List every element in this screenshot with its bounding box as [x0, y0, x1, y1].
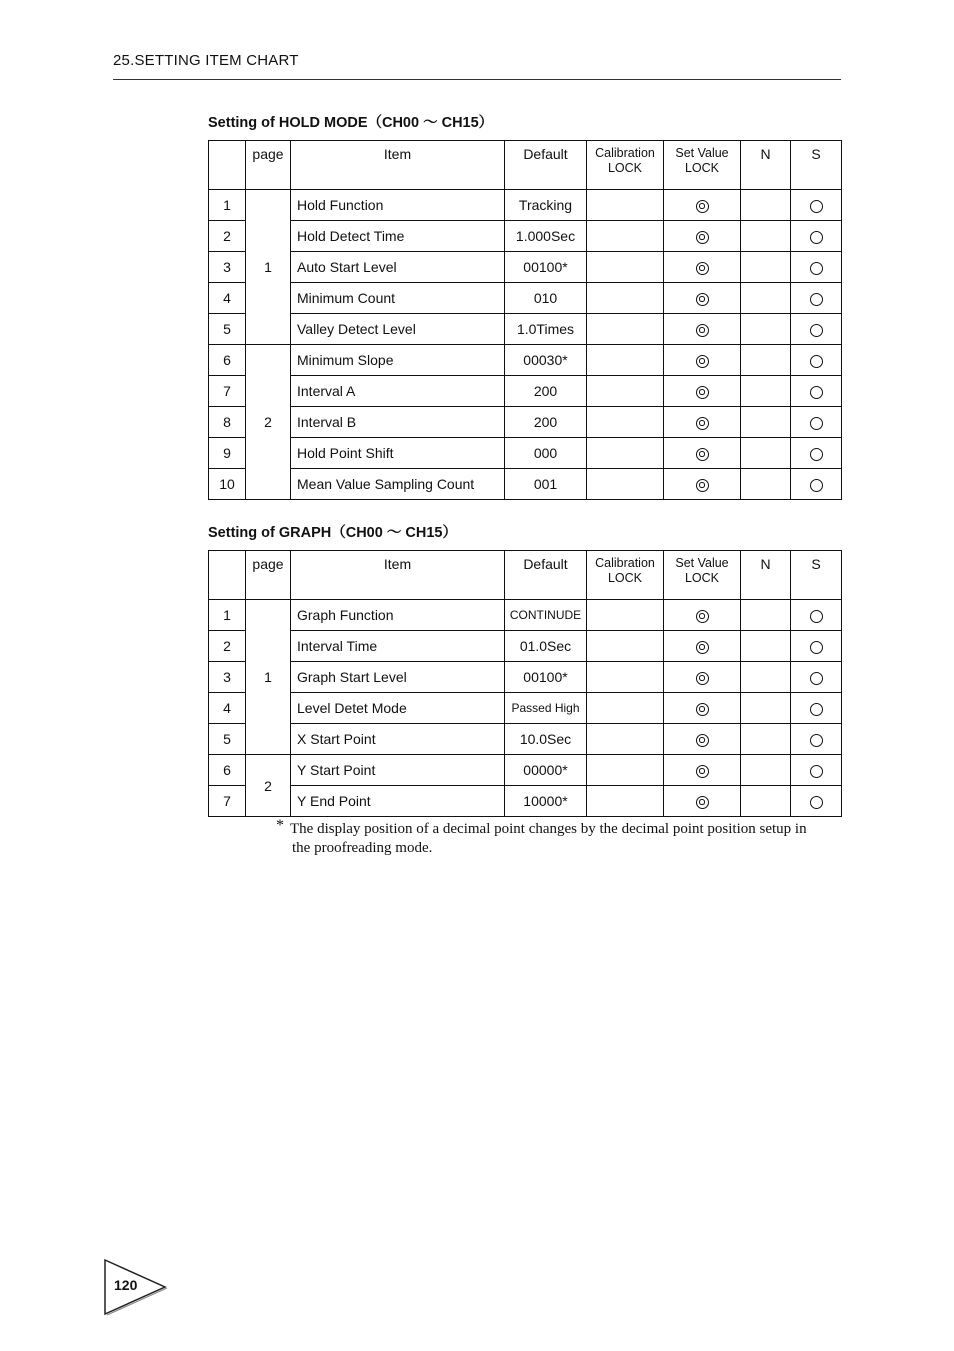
item-cell: Hold Function [291, 190, 505, 221]
default-cell: 200 [505, 376, 587, 407]
page-cell: 1 [246, 600, 291, 755]
table-row [209, 755, 842, 786]
set-value-lock-cell [664, 376, 741, 407]
default-cell: Tracking [505, 190, 587, 221]
item-cell: Interval A [291, 376, 505, 407]
set-value-lock-cell [664, 662, 741, 693]
header-page: page [246, 551, 291, 600]
s-cell [791, 724, 842, 755]
header-page: page [246, 141, 291, 190]
table-header-row [209, 551, 842, 600]
n-cell [741, 314, 791, 345]
circle-icon [810, 610, 823, 623]
calibration-lock-cell [587, 631, 664, 662]
default-cell: 200 [505, 407, 587, 438]
double-circle-icon [696, 734, 709, 747]
circle-icon [810, 796, 823, 809]
item-cell: Graph Function [291, 600, 505, 631]
n-cell [741, 662, 791, 693]
row-number: 9 [209, 438, 246, 469]
double-circle-icon [696, 293, 709, 306]
row-number: 4 [209, 693, 246, 724]
n-cell [741, 724, 791, 755]
table-row [209, 221, 842, 252]
calibration-lock-cell [587, 438, 664, 469]
calibration-lock-cell [587, 252, 664, 283]
header-n: N [741, 551, 791, 600]
row-number: 7 [209, 376, 246, 407]
page-number-badge [104, 1259, 168, 1317]
set-value-lock-cell [664, 631, 741, 662]
circle-icon [810, 386, 823, 399]
default-cell: Passed High [505, 693, 587, 724]
row-number: 3 [209, 252, 246, 283]
s-cell [791, 221, 842, 252]
n-cell [741, 345, 791, 376]
item-cell: X Start Point [291, 724, 505, 755]
row-number: 1 [209, 190, 246, 221]
header-title: 25.SETTING ITEM CHART [113, 52, 299, 69]
item-cell: Minimum Count [291, 283, 505, 314]
set-value-lock-cell [664, 786, 741, 817]
set-value-lock-cell [664, 345, 741, 376]
n-cell [741, 221, 791, 252]
default-cell: 00000* [505, 755, 587, 786]
row-number: 5 [209, 314, 246, 345]
row-number: 6 [209, 345, 246, 376]
n-cell [741, 283, 791, 314]
circle-icon [810, 641, 823, 654]
header-set-value-lock: Set Value LOCK [664, 551, 741, 600]
item-cell: Auto Start Level [291, 252, 505, 283]
table-row [209, 190, 842, 221]
set-value-lock-cell [664, 600, 741, 631]
s-cell [791, 190, 842, 221]
row-number: 1 [209, 600, 246, 631]
n-cell [741, 438, 791, 469]
default-cell: 10.0Sec [505, 724, 587, 755]
double-circle-icon [696, 417, 709, 430]
calibration-lock-cell [587, 786, 664, 817]
default-cell: 010 [505, 283, 587, 314]
table-row [209, 345, 842, 376]
table-row [209, 724, 842, 755]
table-row [209, 600, 842, 631]
default-cell: 00100* [505, 252, 587, 283]
default-cell: 1.000Sec [505, 221, 587, 252]
header-item: Item [291, 141, 505, 190]
calibration-lock-cell [587, 693, 664, 724]
circle-icon [810, 231, 823, 244]
table-row [209, 469, 842, 500]
s-cell [791, 693, 842, 724]
calibration-lock-cell [587, 314, 664, 345]
set-value-lock-cell [664, 252, 741, 283]
table-row [209, 631, 842, 662]
n-cell [741, 631, 791, 662]
item-cell: Mean Value Sampling Count [291, 469, 505, 500]
item-cell: Level Detet Mode [291, 693, 505, 724]
item-cell: Minimum Slope [291, 345, 505, 376]
item-cell: Y End Point [291, 786, 505, 817]
n-cell [741, 252, 791, 283]
s-cell [791, 407, 842, 438]
n-cell [741, 376, 791, 407]
table-row [209, 693, 842, 724]
page-cell: 1 [246, 190, 291, 345]
s-cell [791, 283, 842, 314]
set-value-lock-cell [664, 693, 741, 724]
n-cell [741, 600, 791, 631]
circle-icon [810, 324, 823, 337]
item-cell: Hold Point Shift [291, 438, 505, 469]
row-number: 7 [209, 786, 246, 817]
set-value-lock-cell [664, 438, 741, 469]
s-cell [791, 376, 842, 407]
circle-icon [810, 293, 823, 306]
table-row [209, 407, 842, 438]
row-number: 4 [209, 283, 246, 314]
header-no-cell [209, 141, 246, 190]
circle-icon [810, 200, 823, 213]
footnote-text [290, 820, 842, 858]
calibration-lock-cell [587, 190, 664, 221]
circle-icon [810, 448, 823, 461]
item-cell: Interval B [291, 407, 505, 438]
header-s: S [791, 551, 842, 600]
page-cell: 2 [246, 755, 291, 817]
n-cell [741, 755, 791, 786]
row-number: 8 [209, 407, 246, 438]
default-cell: 000 [505, 438, 587, 469]
set-value-lock-cell [664, 755, 741, 786]
graph-title: Setting of GRAPH（CH00 ～ CH15） [208, 525, 457, 541]
header-s: S [791, 141, 842, 190]
set-value-lock-cell [664, 407, 741, 438]
table-row [209, 786, 842, 817]
calibration-lock-cell [587, 600, 664, 631]
default-cell: 00030* [505, 345, 587, 376]
set-value-lock-cell [664, 190, 741, 221]
double-circle-icon [696, 355, 709, 368]
n-cell [741, 786, 791, 817]
row-number: 2 [209, 221, 246, 252]
calibration-lock-cell [587, 724, 664, 755]
item-cell: Interval Time [291, 631, 505, 662]
set-value-lock-cell [664, 283, 741, 314]
set-value-lock-cell [664, 724, 741, 755]
double-circle-icon [696, 231, 709, 244]
table-row [209, 314, 842, 345]
header-calibration-lock: Calibration LOCK [587, 551, 664, 600]
double-circle-icon [696, 672, 709, 685]
default-cell: 00100* [505, 662, 587, 693]
item-cell: Valley Detect Level [291, 314, 505, 345]
circle-icon [810, 262, 823, 275]
n-cell [741, 190, 791, 221]
calibration-lock-cell [587, 221, 664, 252]
calibration-lock-cell [587, 345, 664, 376]
s-cell [791, 600, 842, 631]
s-cell [791, 786, 842, 817]
calibration-lock-cell [587, 469, 664, 500]
footnote-line-1: The display position of a decimal point changes by the decimal point position setup in [290, 821, 807, 837]
calibration-lock-cell [587, 407, 664, 438]
circle-icon [810, 479, 823, 492]
double-circle-icon [696, 262, 709, 275]
double-circle-icon [696, 765, 709, 778]
row-number: 3 [209, 662, 246, 693]
set-value-lock-cell [664, 469, 741, 500]
calibration-lock-cell [587, 376, 664, 407]
s-cell [791, 469, 842, 500]
double-circle-icon [696, 796, 709, 809]
item-cell: Graph Start Level [291, 662, 505, 693]
item-cell: Y Start Point [291, 755, 505, 786]
header-default: Default [505, 141, 587, 190]
table-row [209, 252, 842, 283]
header-n: N [741, 141, 791, 190]
footnote-line-2: the proofreading mode. [292, 840, 433, 856]
header-no-cell [209, 551, 246, 600]
page-header [113, 52, 841, 80]
header-calibration-lock: Calibration LOCK [587, 141, 664, 190]
circle-icon [810, 417, 823, 430]
circle-icon [810, 734, 823, 747]
s-cell [791, 662, 842, 693]
hold-mode-title: Setting of HOLD MODE（CH00 ～ CH15） [208, 115, 494, 131]
default-cell: CONTINUDE [505, 600, 587, 631]
double-circle-icon [696, 610, 709, 623]
graph-table [208, 550, 842, 817]
table-row [209, 662, 842, 693]
footnote-asterisk: * [276, 817, 284, 834]
s-cell [791, 755, 842, 786]
double-circle-icon [696, 386, 709, 399]
default-cell: 1.0Times [505, 314, 587, 345]
double-circle-icon [696, 479, 709, 492]
n-cell [741, 693, 791, 724]
circle-icon [810, 765, 823, 778]
double-circle-icon [696, 324, 709, 337]
default-cell: 001 [505, 469, 587, 500]
set-value-lock-cell [664, 221, 741, 252]
s-cell [791, 314, 842, 345]
table-row [209, 283, 842, 314]
calibration-lock-cell [587, 755, 664, 786]
header-default: Default [505, 551, 587, 600]
row-number: 10 [209, 469, 246, 500]
circle-icon [810, 672, 823, 685]
s-cell [791, 631, 842, 662]
table-row [209, 376, 842, 407]
circle-icon [810, 703, 823, 716]
circle-icon [810, 355, 823, 368]
table-header-row [209, 141, 842, 190]
table-row [209, 438, 842, 469]
s-cell [791, 438, 842, 469]
double-circle-icon [696, 641, 709, 654]
page-number: 120 [114, 1277, 138, 1293]
double-circle-icon [696, 703, 709, 716]
page-cell: 2 [246, 345, 291, 500]
header-item: Item [291, 551, 505, 600]
default-cell: 10000* [505, 786, 587, 817]
s-cell [791, 345, 842, 376]
row-number: 5 [209, 724, 246, 755]
calibration-lock-cell [587, 283, 664, 314]
n-cell [741, 469, 791, 500]
hold-mode-table [208, 140, 842, 500]
double-circle-icon [696, 448, 709, 461]
calibration-lock-cell [587, 662, 664, 693]
set-value-lock-cell [664, 314, 741, 345]
header-set-value-lock: Set Value LOCK [664, 141, 741, 190]
n-cell [741, 407, 791, 438]
row-number: 6 [209, 755, 246, 786]
default-cell: 01.0Sec [505, 631, 587, 662]
row-number: 2 [209, 631, 246, 662]
double-circle-icon [696, 200, 709, 213]
s-cell [791, 252, 842, 283]
item-cell: Hold Detect Time [291, 221, 505, 252]
